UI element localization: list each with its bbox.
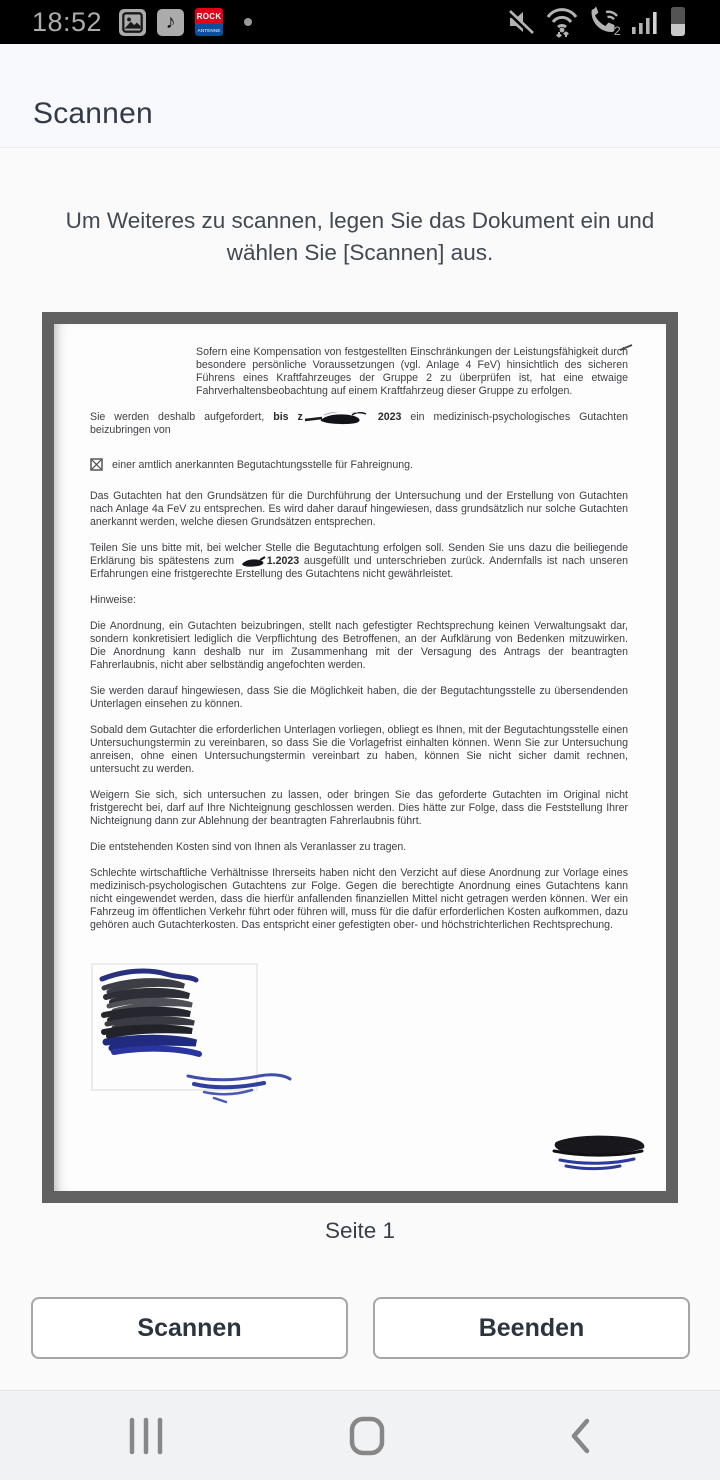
redaction-mark-icon (240, 556, 266, 568)
doc-hints-label: Hinweise: (90, 594, 136, 606)
scanned-document-page (54, 324, 666, 1191)
home-button[interactable] (348, 1415, 386, 1457)
scan-button[interactable]: Scannen (31, 1297, 348, 1359)
signal-strength-icon (631, 7, 659, 37)
battery-icon (668, 6, 688, 38)
doc-paragraph: Sie werden darauf hingewiesen, dass Sie die Möglichkeit haben, die der Begutachtungsstelle zu übersendenden Unterlagen einsehen zu können. (90, 685, 628, 710)
doc-paragraph: Weigern Sie sich, sich untersuchen zu lassen, oder bringen Sie das geforderte Gutachten im Original nicht fristgerecht bei, darf auf Ihre Nichteignung geschlossen werden. Dies hätte zur Folge, dass die Feststellung Ihrer Nichteignung dann zur Ablehnung der beantragten Fahrerlaubnis führt. (90, 789, 628, 827)
doc-paragraph: Die Anordnung, ein Gutachten beizubringen, stellt nach gefestigter Rechtsprechung keinen Verwaltungsakt dar, sondern konkretisiert lediglich die Verpflichtung des Betroffenen, an der Aufklärung von Bedenken mitzuwirken. Die Anordnung kann deshalb nur im Zusammenhang mit der Versagung des Antrags der beantragten Fahrerlaubnis, nicht aber selbständig angefochten werden. (90, 620, 628, 671)
gallery-notification-icon (119, 9, 146, 36)
recents-icon (128, 1417, 164, 1455)
svg-text:2: 2 (614, 24, 621, 38)
doc-paragraph: Schlechte wirtschaftliche Verhältnisse Ihrerseits haben nicht den Verzicht auf diese Anordnung zur Vorlage eines medizinisch-psychologischen Gutachtens zur Folge. Gegen die berechtigte Anordnung eines Gutachtens kann nicht eingewendet werden, dass die hierfür anfallenden finanziellen Mittel nicht getragen werden können. Wer ein Fahrzeug im öffentlichen Verkehr führt oder führen will, muss für die dafür erforderlichen Kosten aufkommen, dazu gehören auch Gutachterkosten. Das entspricht einer gefestigten ober- und höchstrichterlichen Rechtsprechung. (90, 867, 628, 931)
recents-button[interactable] (128, 1417, 164, 1455)
checkbox-row (90, 458, 628, 471)
doc-paragraph: Sie werden deshalb aufgefordert, bis z 2023 ein medizinisch-psychologisches Gutachten beizubringen von (90, 411, 628, 436)
back-button[interactable] (570, 1418, 592, 1454)
page-title: Scannen (33, 97, 153, 130)
back-icon (570, 1418, 592, 1454)
end-button[interactable]: Beenden (373, 1297, 690, 1359)
music-notification-icon: ♪ (157, 9, 184, 36)
android-nav-bar (0, 1390, 720, 1480)
doc-paragraph: Sofern eine Kompensation von festgestellten Einschränkungen der Leistungsfähigkeit durch besondere persönliche Voraussetzungen (vgl. Anlage 4 FeV) hinsichtlich des sicheren Führens eines Kraftfahrzeuges der Gruppe 2 zu überprüfen ist, hat eine etwaige Fahrverhaltensbeobachtung auf einem Kraftfahrzeug dieser Gruppe zu erfolgen. (196, 346, 628, 397)
doc-paragraph: Die entstehenden Kosten sind von Ihnen als Veranlasser zu tragen. (90, 841, 407, 853)
wifi-icon (545, 6, 579, 38)
redaction-mark-icon (304, 412, 368, 425)
doc-paragraph: Das Gutachten hat den Grundsätzen für die Durchführung der Untersuchung und der Erstellung von Gutachten nach Anlage 4a FeV zu entsprechen. Es wird daher darauf hingewiesen, dass grundsätzlich nur solche Gutachten anerkannt werden, welche diesen Grundsätzen entsprechen. (90, 490, 628, 528)
clock: 18:52 (32, 6, 103, 37)
doc-paragraph: Teilen Sie uns bitte mit, bei welcher Stelle die Begutachtung erfolgen soll. Senden Sie uns dazu die beiliegende Erklärung bis spätestens zum 1.2023 ausgefüllt und unterschrieben zurück. Andernfalls ist nach unseren Erfahrungen eine fristgerechte Erstellung des Gutachtens nicht gewährleistet. (90, 542, 628, 580)
checkbox-label: einer amtlich anerkannten Begutachtungsstelle für Fahreignung. (112, 458, 413, 471)
status-bar (0, 0, 720, 44)
action-buttons (31, 1297, 690, 1359)
app-header (0, 44, 720, 148)
rock-antenne-notification-icon: ROCK ANTENNE (195, 8, 223, 36)
page-number-label: Seite 1 (324, 1218, 396, 1243)
instruction-text: Um Weiteres zu scannen, legen Sie das Dokument ein und wählen Sie [Scannen] aus. (65, 208, 655, 265)
doc-paragraph: Sobald dem Gutachter die erforderlichen Unterlagen vorliegen, obliegt es Ihnen, mit der Begutachtungsstelle einen Untersuchungstermin zu vereinbaren, so dass Sie die Vorlagefrist einhalten können. Wenn Sie zur Untersuchung anreisen, ohne einen Untersuchungstermin vereinbart zu haben, können Sie nicht sicher damit rechnen, untersucht zu werden. (90, 724, 628, 775)
home-icon (348, 1415, 386, 1457)
wifi-calling-icon (588, 6, 622, 38)
checkbox-checked-icon (90, 458, 103, 471)
more-notifications-dot (244, 18, 252, 26)
mute-icon (506, 7, 536, 37)
scan-preview-frame (42, 312, 678, 1203)
